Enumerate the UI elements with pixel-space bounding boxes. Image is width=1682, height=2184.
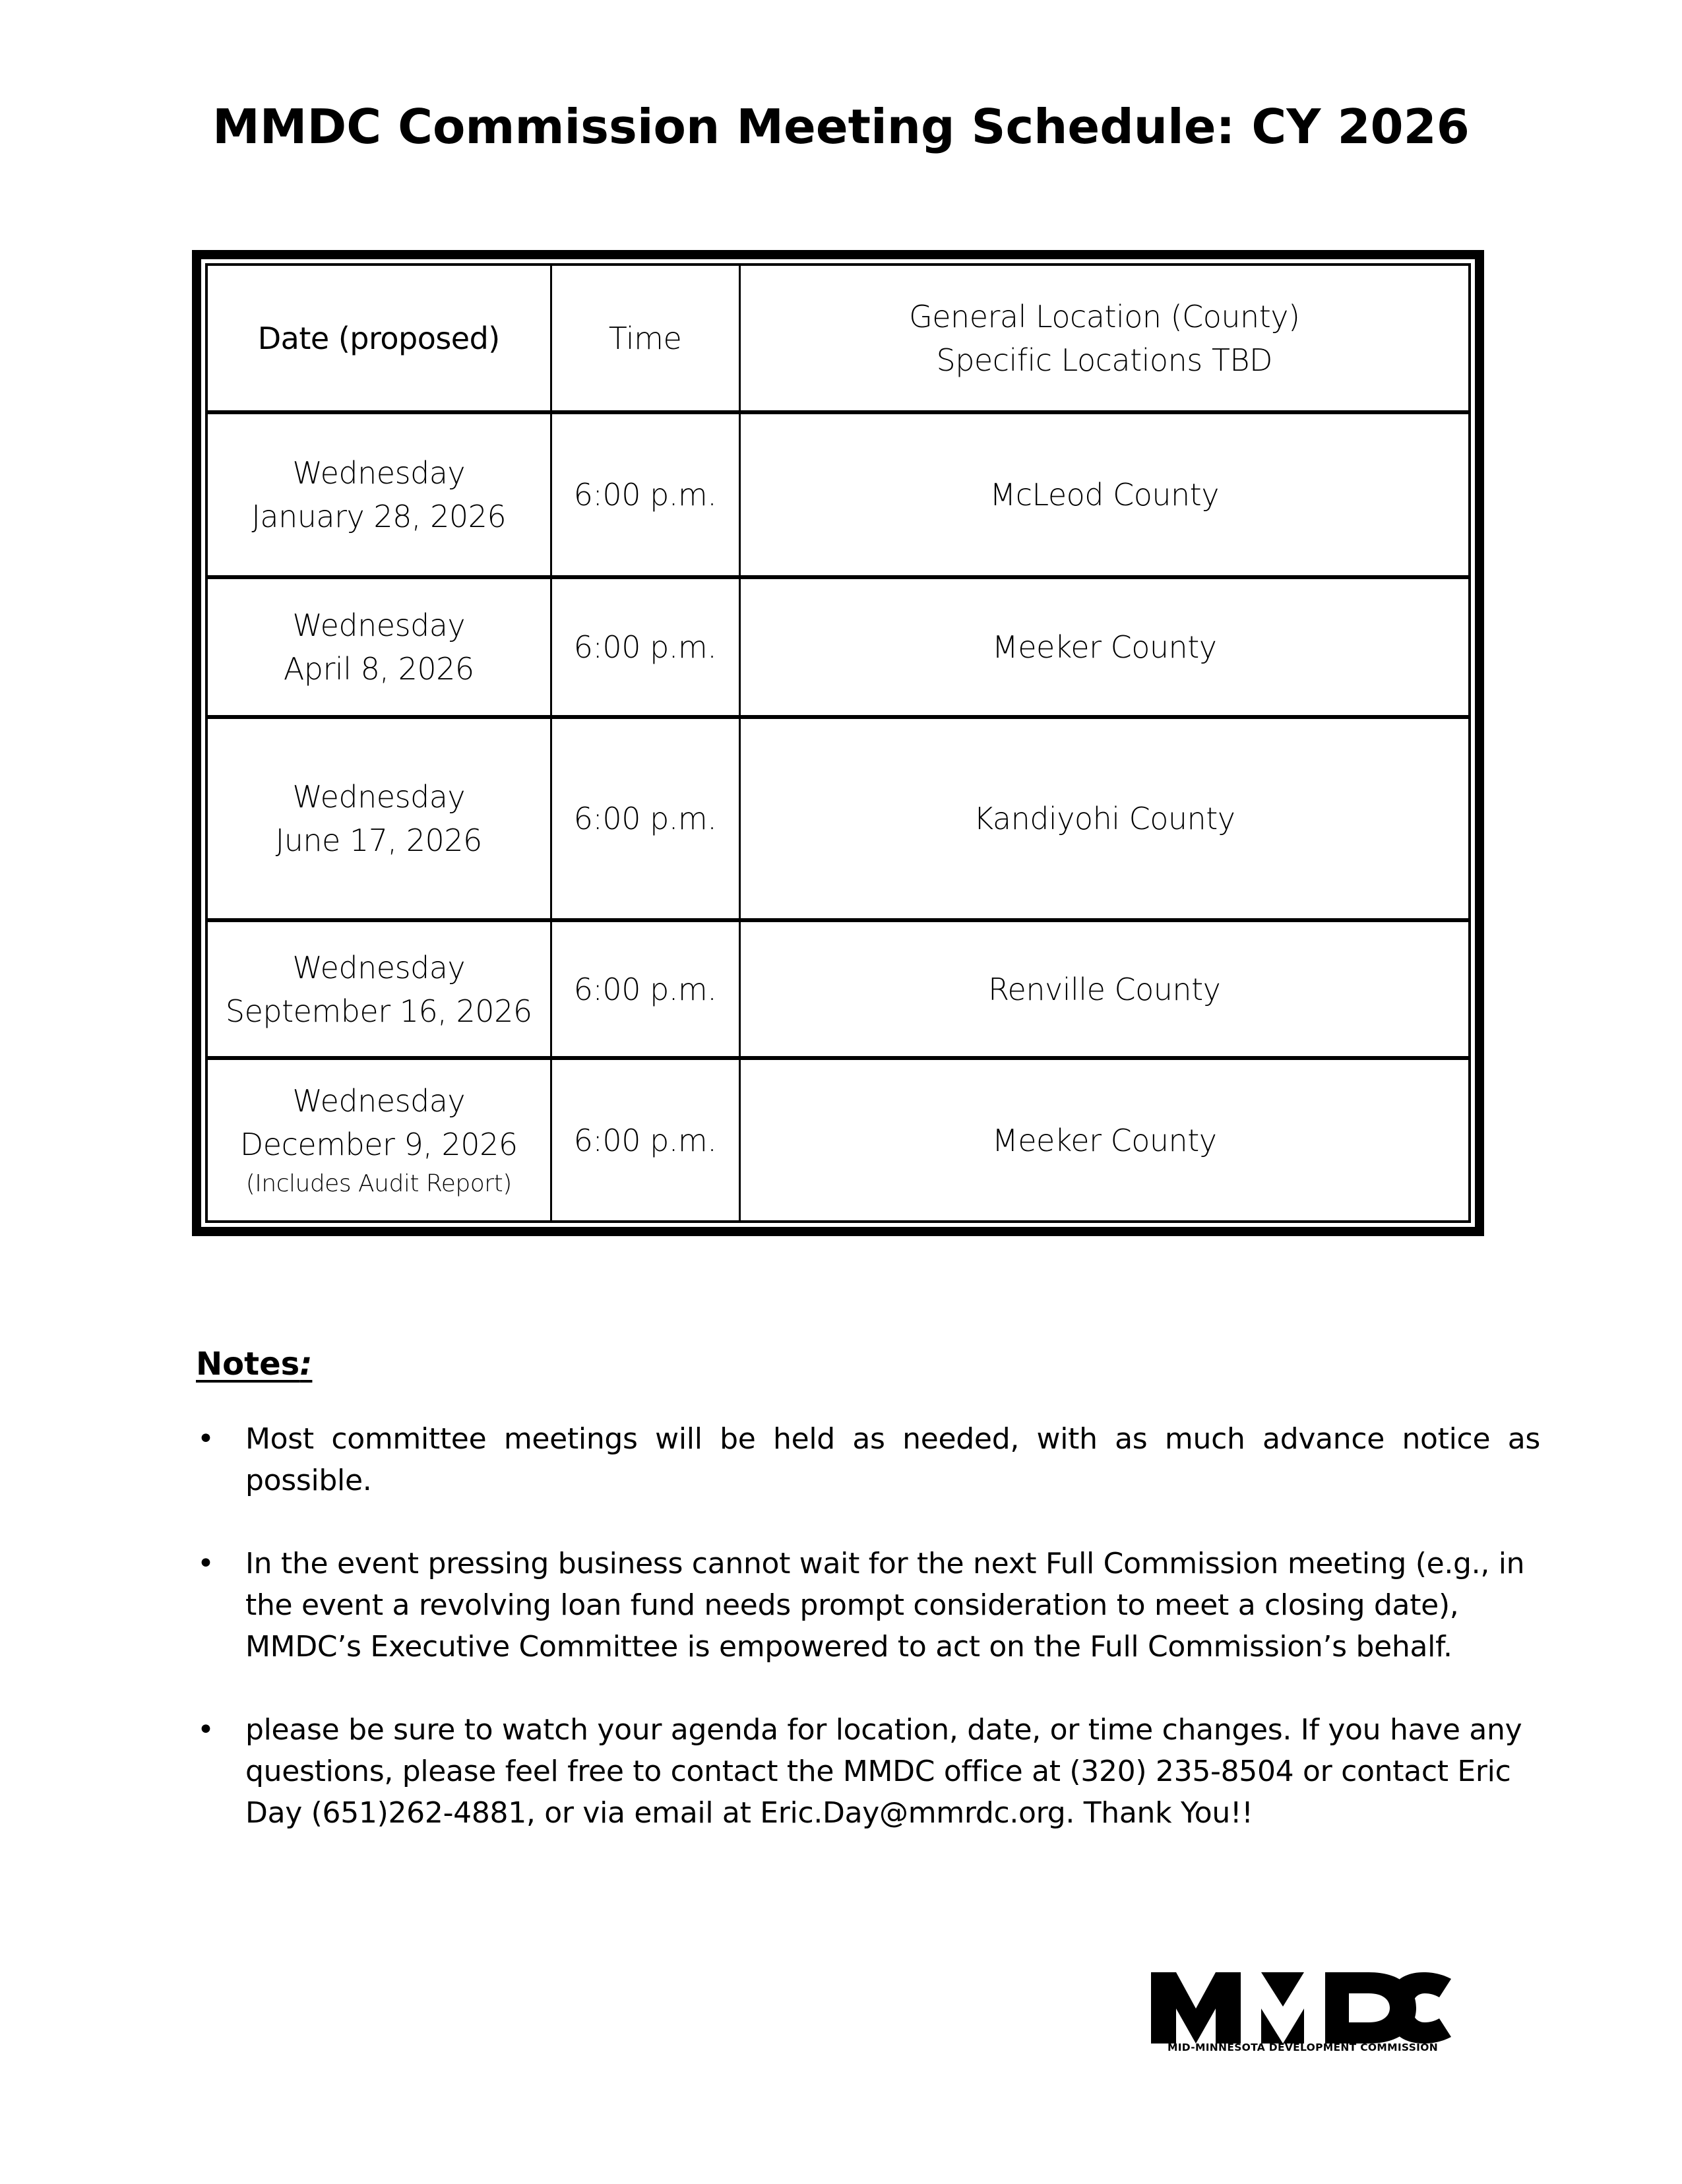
date-cell <box>208 1058 551 1220</box>
bullet-icon: • <box>197 1713 214 1747</box>
location-cell: Meeker County <box>739 1058 1468 1220</box>
mmdc-logo <box>1151 1959 1454 2058</box>
mmdc-logo-icon <box>1151 1972 1454 2045</box>
date-note: (Includes Audit Report) <box>245 1170 512 1197</box>
notes-list <box>196 1418 1540 1875</box>
logo-caption: MID-MINNESOTA DEVELOPMENT COMMISSION <box>1168 2042 1438 2053</box>
page-title: MMDC Commission Meeting Schedule: CY 2026 <box>212 99 1470 154</box>
location-cell: Meeker County <box>739 577 1468 717</box>
location-cell: Renville County <box>739 920 1468 1058</box>
time-cell: 6:00 p.m. <box>551 577 739 717</box>
note-text: please be sure to watch your agenda for location, date, or time changes. If you have any questions, please feel free to contact the MMDC office at (320) 235-8504 or contact Eric Day (651)262-4881, or via email at Eric.Day@mmrdc.org. Thank You!! <box>245 1713 1522 1830</box>
table-row <box>208 717 1468 920</box>
date-cell <box>208 577 551 717</box>
header-location-label: General Location (County) <box>909 298 1300 334</box>
time-cell: 6:00 p.m. <box>551 1058 739 1220</box>
date: January 28, 2026 <box>251 499 507 534</box>
date-cell <box>208 717 551 920</box>
time-cell: 6:00 p.m. <box>551 717 739 920</box>
header-date-label: Date <box>257 320 329 356</box>
weekday: Wednesday <box>292 779 466 815</box>
list-item <box>196 1543 1540 1668</box>
time-cell: 6:00 p.m. <box>551 412 739 577</box>
schedule-table-inner-border <box>205 263 1471 1223</box>
note-text: In the event pressing business cannot wait for the next Full Commission meeting (e.g., in the event a revolving loan fund needs prompt consideration to meet a closing date), MMDC’s Executive Committee is empowered to act on the Full Commission’s behalf. <box>245 1547 1525 1664</box>
bullet-icon: • <box>197 1422 214 1456</box>
weekday: Wednesday <box>292 1082 466 1119</box>
bullet-icon: • <box>197 1547 214 1580</box>
date-cell <box>208 412 551 577</box>
date: June 17, 2026 <box>275 823 482 858</box>
notes-heading <box>196 1346 312 1383</box>
date-cell <box>208 920 551 1058</box>
weekday: Wednesday <box>292 949 466 985</box>
header-location-subtitle: Specific Locations TBD <box>936 342 1272 378</box>
table-row <box>208 920 1468 1058</box>
location-cell: McLeod County <box>739 412 1468 577</box>
header-date-qualifier: (proposed) <box>338 320 500 356</box>
table-row <box>208 577 1468 717</box>
table-row <box>208 412 1468 577</box>
date: September 16, 2026 <box>225 993 532 1029</box>
table-header-row <box>208 266 1468 412</box>
date: April 8, 2026 <box>283 651 474 687</box>
header-time: Time <box>551 266 739 412</box>
note-text: Most committee meetings will be held as needed, with as much advance notice as possible. <box>245 1422 1540 1497</box>
table-row <box>208 1058 1468 1220</box>
weekday: Wednesday <box>292 608 466 643</box>
location-cell: Kandiyohi County <box>739 717 1468 920</box>
schedule-table-frame <box>192 250 1484 1236</box>
weekday: Wednesday <box>292 455 466 491</box>
time-cell: 6:00 p.m. <box>551 920 739 1058</box>
header-location <box>739 266 1468 412</box>
notes-heading-label: Notes <box>196 1346 300 1383</box>
list-item <box>196 1418 1540 1501</box>
notes-heading-colon: : <box>299 1346 313 1383</box>
header-date <box>208 266 551 412</box>
schedule-table <box>208 266 1468 1220</box>
list-item <box>196 1709 1540 1834</box>
date: December 9, 2026 <box>239 1126 518 1162</box>
